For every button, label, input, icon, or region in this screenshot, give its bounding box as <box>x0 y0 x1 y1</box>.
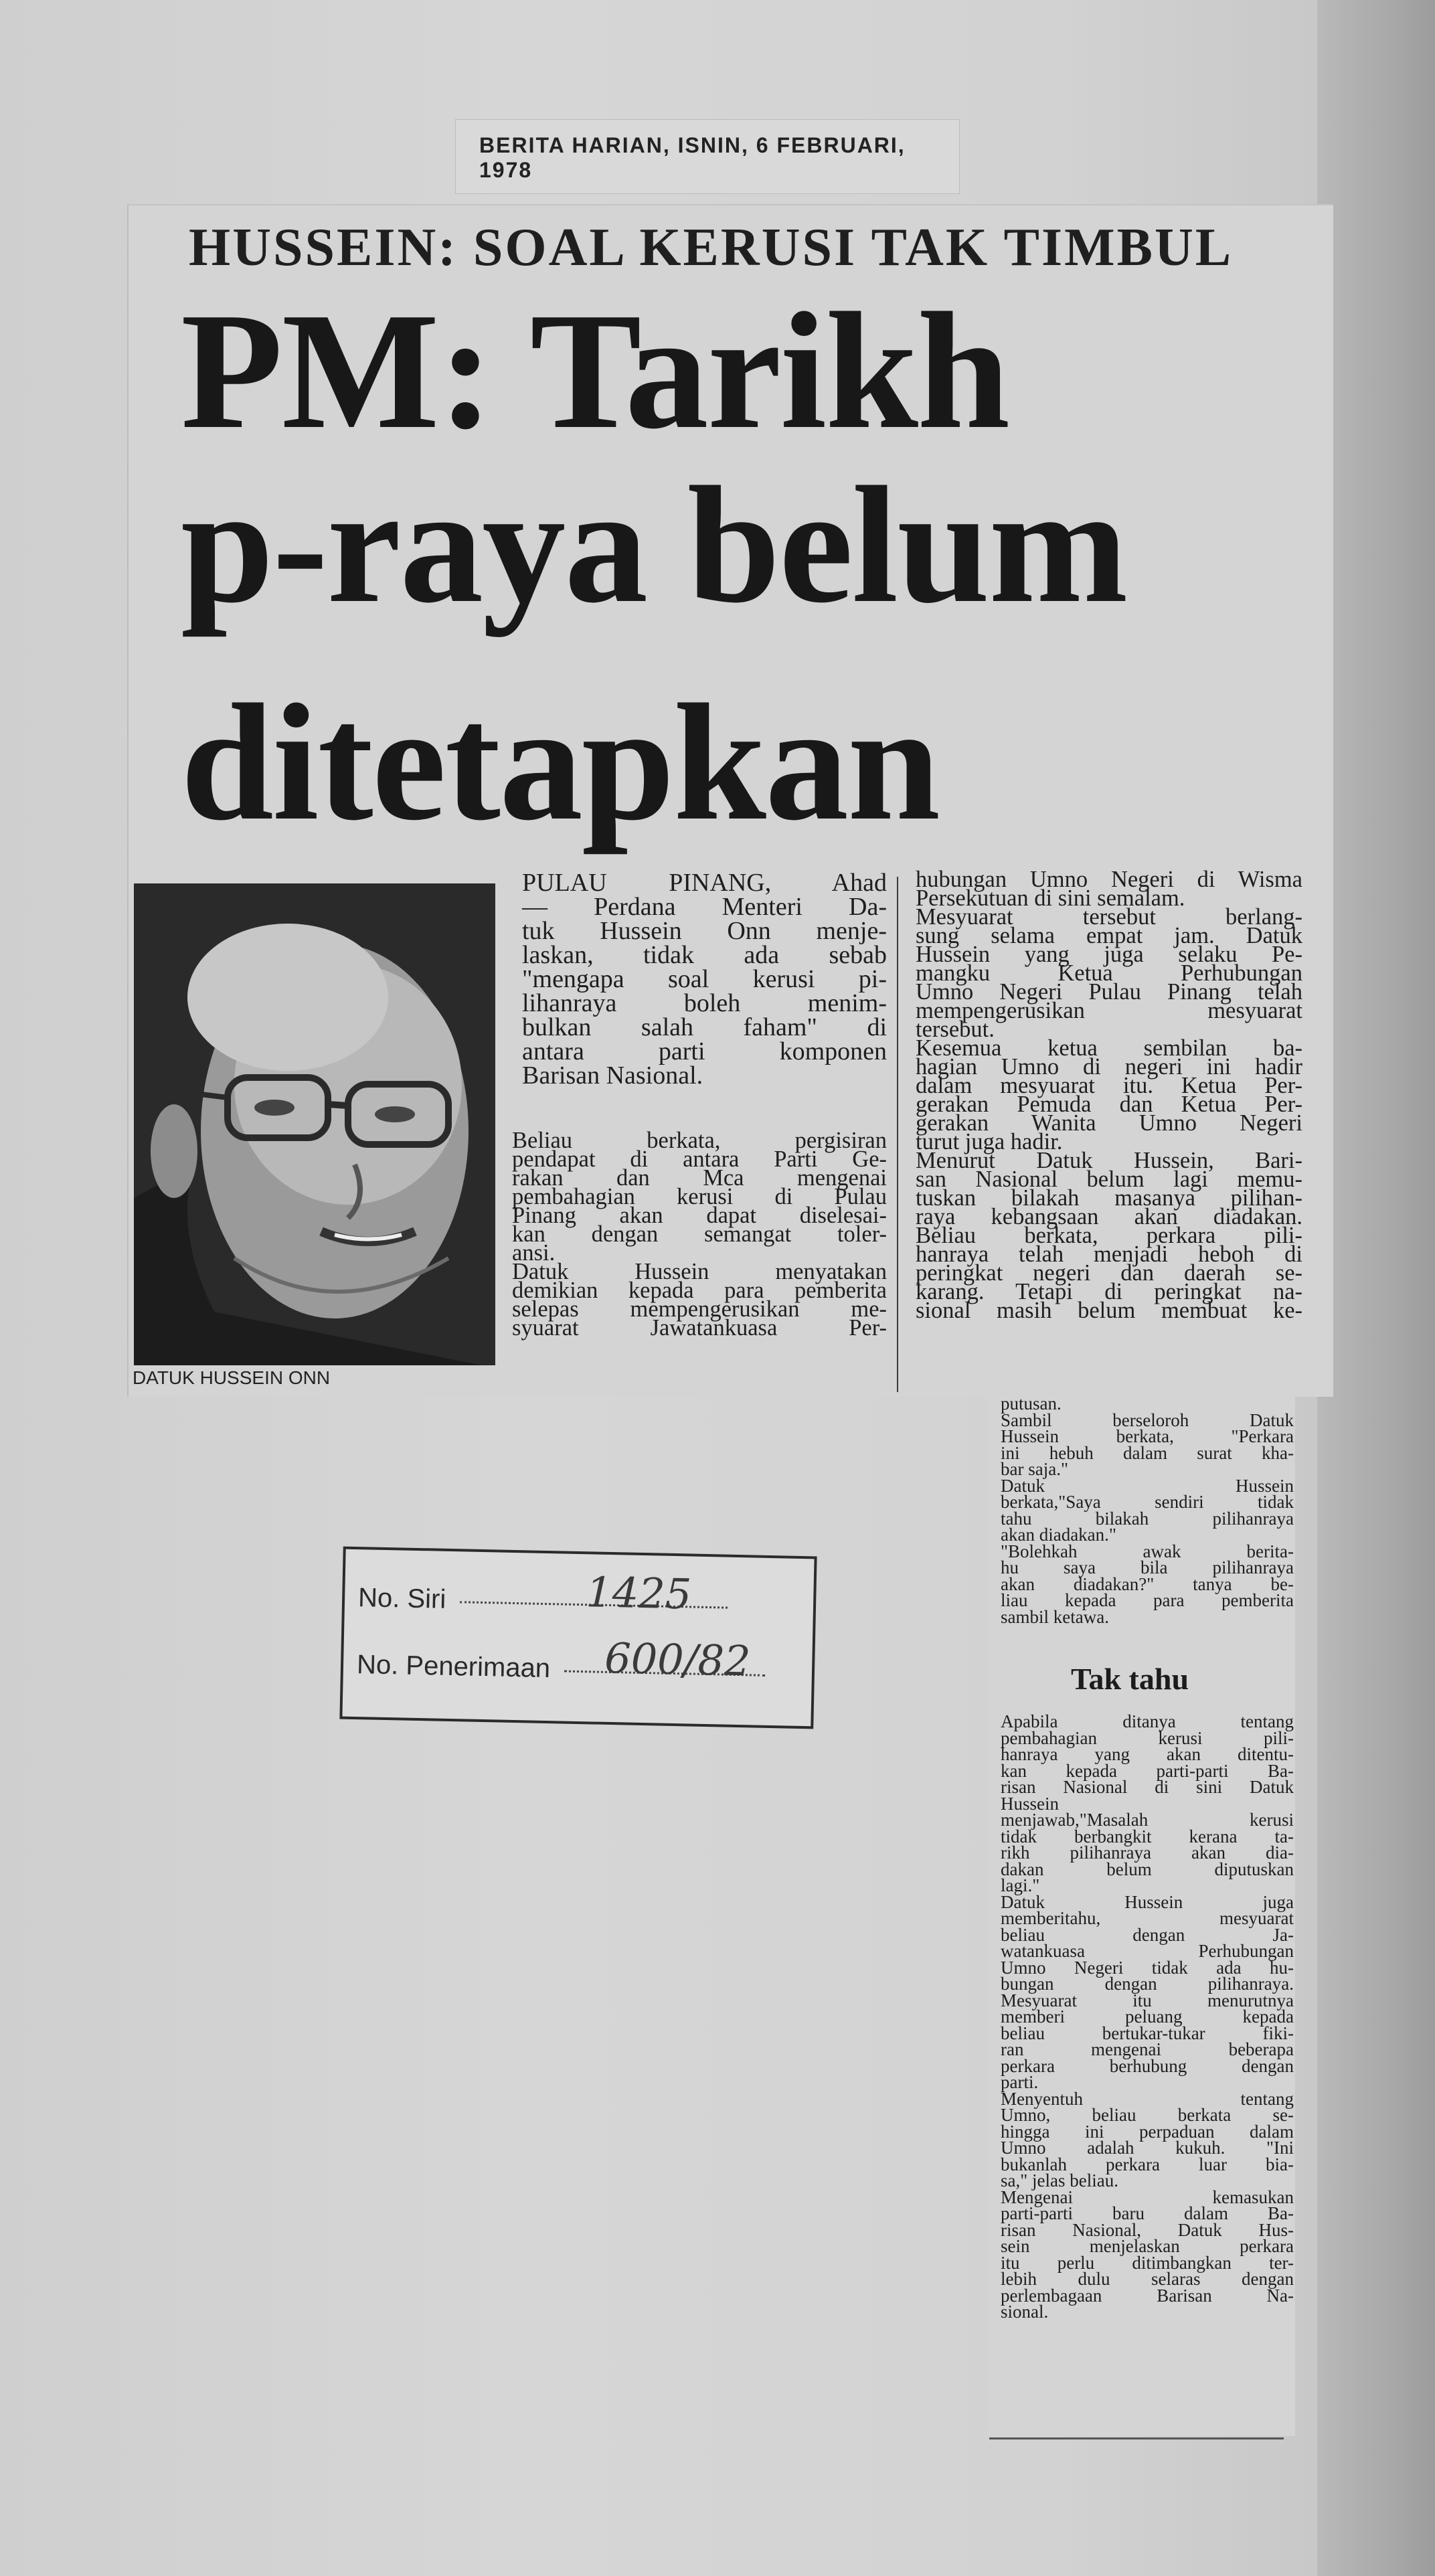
text-line: Menurut Datuk Hussein, Bari- <box>916 1148 1302 1173</box>
text-line: bungan dengan pilihanraya. <box>1001 1974 1294 1994</box>
text-line: gerakan Wanita Umno Negeri <box>916 1110 1302 1136</box>
text-line: san Nasional belum lagi memu- <box>916 1167 1302 1192</box>
text-line: "Bolehkah awak berita- <box>1001 1541 1294 1561</box>
text-line: pendapat di antara Parti Ge- <box>512 1146 887 1172</box>
text-line: hu saya bila pilihanraya <box>1001 1557 1294 1577</box>
photo-caption: DATUK HUSSEIN ONN <box>133 1367 331 1388</box>
text-line: bar saja." <box>1001 1459 1068 1479</box>
text-line: Kesemua ketua sembilan ba- <box>916 1035 1302 1061</box>
text-line: Pinang akan dapat diselesai- <box>512 1203 887 1228</box>
text-line: sional masih belum membuat ke- <box>916 1298 1302 1323</box>
column-3-top <box>1001 1395 1294 1625</box>
text-line: risan Nasional di sini Datuk <box>1001 1777 1294 1797</box>
text-line: raya kebangsaan akan diadakan. <box>916 1204 1302 1229</box>
text-line: perkara berhubung dengan <box>1001 2055 1294 2076</box>
text-line: selepas mempengerusikan me- <box>512 1296 887 1322</box>
text-line: sambil ketawa. <box>1001 1606 1109 1627</box>
text-line: parti. <box>1001 2072 1039 2092</box>
text-line: Beliau berkata, perkara pili- <box>916 1223 1302 1248</box>
text-line: hanraya yang akan ditentu- <box>1001 1744 1294 1764</box>
text-line: hubungan Umno Negeri di Wisma <box>916 867 1302 892</box>
text-line: — Perdana Menteri Da- <box>522 893 887 921</box>
headline-line-2: p-raya belum <box>181 452 1127 638</box>
page-edge-shadow <box>1317 0 1435 2576</box>
text-line: parti-parti baru dalam Ba- <box>1001 2203 1294 2223</box>
text-line: Persekutuan di sini semalam. <box>916 885 1185 911</box>
text-line: beliau bertukar-tukar fiki- <box>1001 2023 1294 2043</box>
text-line: itu perlu ditimbangkan ter- <box>1001 2252 1294 2273</box>
dateline-strip <box>455 119 960 194</box>
text-line: Umno Negeri Pulau Pinang telah <box>916 979 1302 1005</box>
article-kicker: HUSSEIN: SOAL KERUSI TAK TIMBUL <box>189 218 1234 277</box>
text-line: gerakan Pemuda dan Ketua Per- <box>916 1092 1302 1117</box>
text-line: bulkan salah faham" di <box>522 1013 887 1041</box>
text-line: tidak berbangkit kerana ta- <box>1001 1826 1294 1847</box>
text-line: Umno Negeri tidak ada hu- <box>1001 1957 1294 1978</box>
text-line: memberitahu, mesyuarat <box>1001 1908 1294 1928</box>
text-line: sein menjelaskan perkara <box>1001 2236 1294 2256</box>
text-line: kan dengan semangat toler- <box>512 1221 887 1247</box>
column-1-body <box>512 1128 887 1341</box>
text-line: putusan. <box>1001 1393 1062 1413</box>
text-line: perlembagaan Barisan Na- <box>1001 2285 1294 2306</box>
clipping-bottom-rule <box>989 2437 1284 2439</box>
text-line: tahu bilakah pilihanraya <box>1001 1508 1294 1529</box>
text-line: karang. Tetapi di peringkat na- <box>916 1279 1302 1304</box>
text-line: peringkat negeri dan daerah se- <box>916 1260 1302 1286</box>
text-line: Menyentuh tentang <box>1001 2088 1294 2109</box>
text-line: lihanraya boleh menim- <box>522 989 887 1017</box>
text-line: rikh pilihanraya akan dia- <box>1001 1842 1294 1863</box>
stamp-penerimaan-value: 600/82 <box>604 1633 752 1686</box>
text-line: tuk Hussein Onn menje- <box>522 917 887 945</box>
text-line: pembahagian kerusi pili- <box>1001 1727 1294 1748</box>
text-line: risan Nasional, Datuk Hus- <box>1001 2219 1294 2240</box>
text-line: menjawab,"Masalah kerusi <box>1001 1810 1294 1830</box>
text-line: lebih dulu selaras dengan <box>1001 2269 1294 2289</box>
text-line: Hussein yang juga selaku Pe- <box>916 942 1302 967</box>
archive-stamp <box>339 1547 817 1729</box>
text-line: Hussein <box>1001 1793 1059 1814</box>
text-line: laskan, tidak ada sebab <box>522 941 887 969</box>
text-line: sa," jelas beliau. <box>1001 2170 1118 2191</box>
text-line: dalam mesyuarat itu. Ketua Per- <box>916 1073 1302 1098</box>
text-line: bukanlah perkara luar bia- <box>1001 2154 1294 2174</box>
text-line: lagi." <box>1001 1875 1040 1895</box>
text-line: tuskan bilakah masanya pilihan- <box>916 1185 1302 1211</box>
text-line: dakan belum diputuskan <box>1001 1859 1294 1879</box>
text-line: mangku Ketua Perhubungan <box>916 960 1302 986</box>
text-line: beliau dengan Ja- <box>1001 1924 1294 1945</box>
text-line: Umno, beliau berkata se- <box>1001 2105 1294 2125</box>
text-line: hingga ini perpaduan dalam <box>1001 2121 1294 2142</box>
headline-line-3: ditetapkan <box>181 670 940 855</box>
text-line: demikian kepada para pemberita <box>512 1278 887 1303</box>
column-3-bottom <box>1001 1713 1294 2320</box>
text-line: akan diadakan?" tanya be- <box>1001 1573 1294 1594</box>
text-line: Datuk Hussein juga <box>1001 1891 1294 1912</box>
text-line: syuarat Jawatankuasa Per- <box>512 1315 887 1341</box>
column-1-lead <box>522 869 887 1090</box>
text-line: Mengenai kemasukan <box>1001 2186 1294 2207</box>
text-line: Beliau berkata, pergisiran <box>512 1128 887 1153</box>
text-line: memberi peluang kepada <box>1001 2006 1294 2027</box>
text-line: watankuasa Perhubungan <box>1001 1941 1294 1961</box>
stamp-siri-value: 1425 <box>585 1567 692 1619</box>
stamp-penerimaan-label: No. Penerimaan <box>356 1650 551 1684</box>
portrait-illustration <box>134 883 495 1365</box>
text-line: hanraya telah menjadi heboh di <box>916 1241 1302 1267</box>
text-line: Barisan Nasional. <box>522 1061 703 1090</box>
text-line: berkata,"Saya sendiri tidak <box>1001 1492 1294 1512</box>
text-line: Sambil berseloroh Datuk <box>1001 1409 1294 1430</box>
text-line: "mengapa soal kerusi pi- <box>522 965 887 993</box>
stamp-siri-label: No. Siri <box>357 1583 446 1614</box>
text-line: Datuk Hussein <box>1001 1475 1294 1496</box>
column-rule <box>897 877 898 1392</box>
portrait-photo <box>134 883 495 1365</box>
text-line: ini hebuh dalam surat kha- <box>1001 1442 1294 1463</box>
column-2 <box>916 867 1302 1323</box>
text-line: Hussein berkata, "Perkara <box>1001 1426 1294 1446</box>
text-line: ansi. <box>512 1240 556 1266</box>
text-line: sung selama empat jam. Datuk <box>916 923 1302 948</box>
text-line: antara parti komponen <box>522 1037 887 1065</box>
text-line: kan kepada parti-parti Ba- <box>1001 1760 1294 1781</box>
text-line: Mesyuarat itu menurutnya <box>1001 1990 1294 2010</box>
text-line: Umno adalah kukuh. "Ini <box>1001 2138 1294 2158</box>
text-line: mempengerusikan mesyuarat <box>916 998 1302 1023</box>
text-line: PULAU PINANG, Ahad <box>522 869 887 897</box>
text-line: hagian Umno di negeri ini hadir <box>916 1054 1302 1080</box>
text-line: akan diadakan." <box>1001 1525 1116 1545</box>
text-line: Apabila ditanya tentang <box>1001 1711 1294 1731</box>
text-line: Datuk Hussein menyatakan <box>512 1259 887 1284</box>
text-line: turut juga hadir. <box>916 1129 1063 1154</box>
text-line: Mesyuarat tersebut berlang- <box>916 904 1302 930</box>
subheading: Tak tahu <box>1071 1662 1189 1696</box>
text-line: liau kepada para pemberita <box>1001 1590 1294 1610</box>
text-line: tersebut. <box>916 1017 995 1042</box>
dateline: BERITA HARIAN, ISNIN, 6 FEBRUARI, 1978 <box>479 133 906 182</box>
text-line: ran mengenai beberapa <box>1001 2039 1294 2059</box>
text-line: rakan dan Mca mengenai <box>512 1165 887 1191</box>
text-line: sional. <box>1001 2302 1049 2322</box>
text-line: pembahagian kerusi di Pulau <box>512 1184 887 1209</box>
headline-line-1: PM: Tarikh <box>181 278 1009 464</box>
